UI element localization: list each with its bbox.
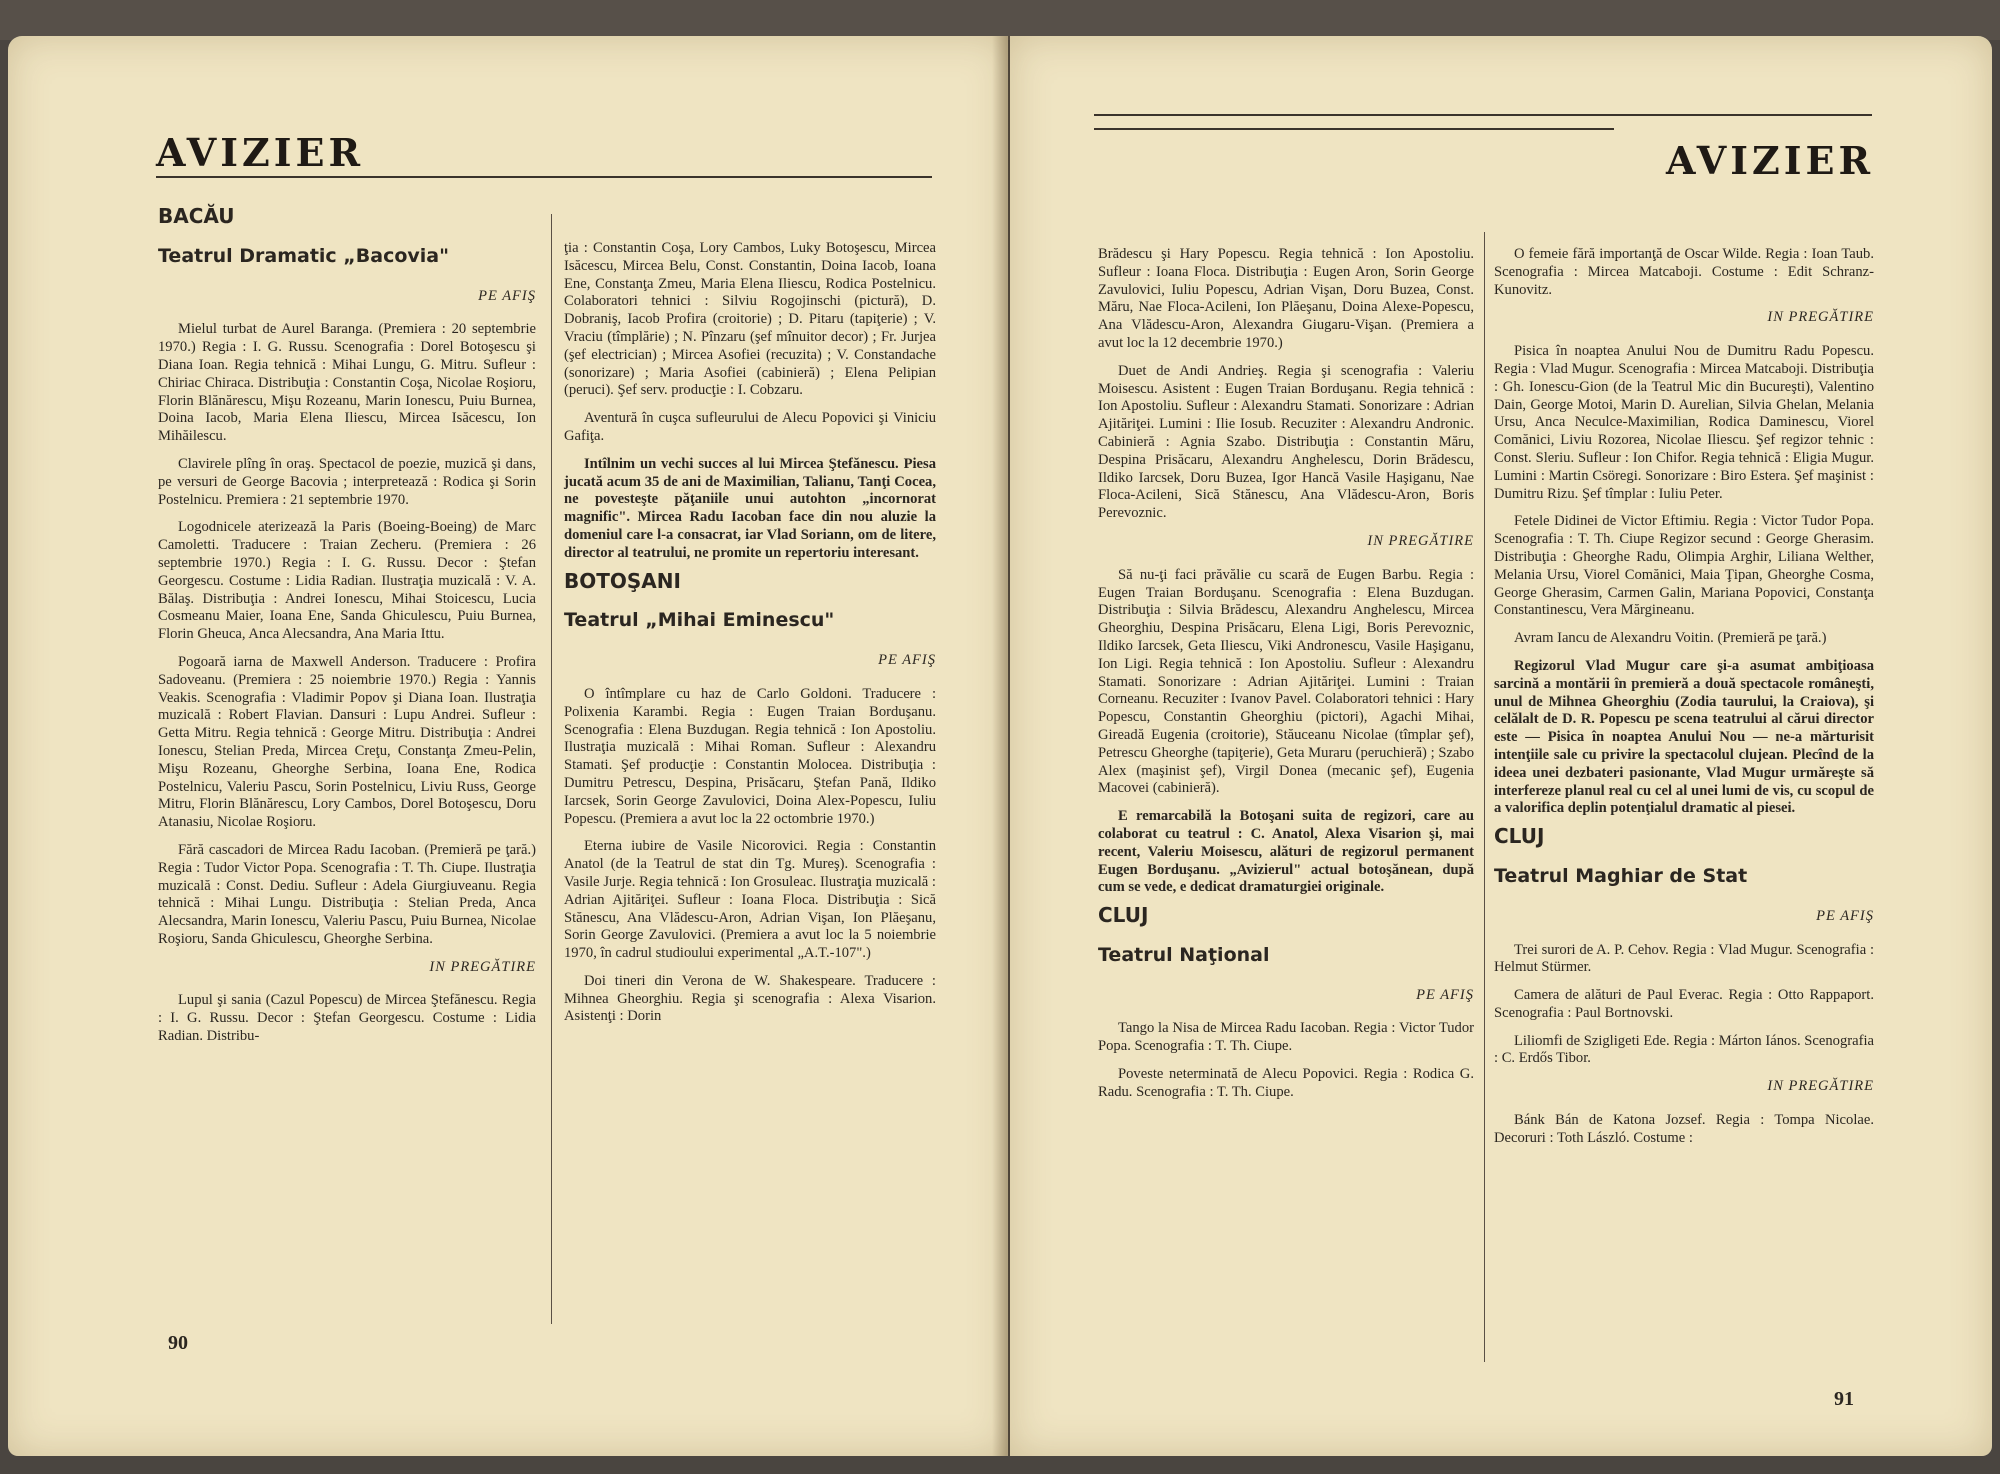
play-entry: Lupul şi sania (Cazul Popescu) de Mircea Ştefănescu. Regia : I. G. Russu. Decor : Ştefan Georgescu. Costume : Lidia Radian. Distribu- [158,992,536,1045]
page-number-left: 90 [168,1332,188,1354]
left-page-header: AVIZIER [156,130,365,175]
on-bill-label: PE AFIŞ [878,652,936,669]
right-header-rule-2 [1094,128,1614,130]
right-page [1010,36,1992,1456]
play-entry: Camera de alături de Paul Everac. Regia : Otto Rappaport. Scenografia : Paul Bortnovski. [1494,987,1874,1021]
editorial-note: Intîlnim un vechi succes al lui Mircea Ştefănescu. Piesa jucată acum 35 de ani de Maximilian, Talianu, Tanţi Cocea, ne povesteşte păţaniile unui autohton „incornorat magnific". Mircea Radu Iacoban face din nou aluzie la domeniul care l-a consacrat, iar Vlad Soriann, om de litere, director al teatrului, ne promite un repertoriu interesant. [564,455,936,561]
play-entry: Pogoară iarna de Maxwell Anderson. Traducere : Profira Sadoveanu. (Premiera : 25 noiembrie 1970.) Regia : Yannis Veakis. Scenografia : Vladimir Popov şi Diana Ioan. Ilustraţia muzicală : Robert Flavian. Dansuri : Lupu Andrei. Sufleur : Getta Mitru. Regia tehnică : George Mitru. Distribuţia : Andrei Ionescu, Stelian Preda, Mircea Creţu, Constanţa Zmeu-Pelin, Mişu Rozeanu, Gheorghe Serbina, Ioana Ene, Rodica Postelnicu, Valeriu Pascu, Sorin Postelnicu, Liviu Russ, George Mitru, Florin Blănărescu, Lory Cambos, Dorel Botoşescu, Doru Atanasiu, Nicolae Roşioru. [158,653,536,831]
play-entry: O întîmplare cu haz de Carlo Goldoni. Traducere : Polixenia Karambi. Regia : Eugen Traian Borduşanu. Scenografia : Elena Buzdugan. Regia tehnică : Ion Apostoliu. Ilustraţia muzicală : Mihai Roman. Sufleur : Alexandru Stamati. Şef producţie : Constantin Molocea. Distribuţia : Dumitru Petrescu, Despina, Prisăcaru, Ştefan Pană, Ildiko Iarcsek, Sorin George Zavulovici, Doina Alex-Popescu, Iuliu Popescu. (Premiera a avut loc la 22 octombrie 1970.) [564,685,936,827]
right-column-1 [1098,246,1474,1112]
on-bill-label: PE AFIŞ [478,287,536,304]
right-header-rule [1094,114,1872,116]
on-bill-label: PE AFIŞ [1816,907,1874,924]
play-entry: Brădescu şi Hary Popescu. Regia tehnică : Ion Apostoliu. Sufleur : Ioana Floca. Distribuţia : Eugen Aron, Sorin George Zavulovici, Iuliu Popescu, Adrian Vişan, Doru Buzea, Const. Măru, Nae Floca-Acileni, Ion Plăeşanu, Doina Alexe-Popescu, Ana Vlădescu-Aron, Alexandra Giugaru-Vişan. (Premiera a avut loc la 12 decembrie 1970.) [1098,246,1474,351]
editorial-note: Regizorul Vlad Mugur care şi-a asumat ambiţioasa sarcină a montării în premieră a două spectacole româneşti, unul de Mihnea Gheorghiu (Zodia taurului, la Craiova), şi celălalt de D. R. Popescu pe scena teatrului al cărui director este — Pisica în noaptea Anului Nou — ne-a mărturisit intenţiile sale cu privire la spectacolul clujean. Plecînd de la ideea unei dezbateri pasionante, Vlad Mugur urmăreşte să interfereze planul real cu cel al unei lumi de vis, cu scopul de a valorifica deplin potenţialul dramatic al piesei. [1494,657,1874,817]
left-column-2 [564,240,936,1036]
in-preparation-label: IN PREGĂTIRE [1767,1078,1874,1095]
play-entry: Aventură în cuşca sufleurului de Alecu Popovici şi Viniciu Gafiţa. [564,410,936,444]
play-entry: Trei surori de A. P. Cehov. Regia : Vlad Mugur. Scenografia : Helmut Stürmer. [1494,941,1874,976]
play-entry: O femeie fără importanţă de Oscar Wilde. Regia : Ioan Taub. Scenografia : Mircea Matcaboji. Costume : Edit Schranz-Kunovitz. [1494,246,1874,298]
in-preparation-label: IN PREGĂTIRE [1367,532,1474,549]
play-entry: Doi tineri din Verona de W. Shakespeare. Traducere : Mihnea Gheorghiu. Regia şi scenografia : Alexa Visarion. Asistenţi : Dorin [564,972,936,1025]
theatre-heading-maghiar: Teatrul Maghiar de Stat [1494,864,1748,887]
column-divider [551,214,552,1324]
top-edge [0,0,2000,40]
theatre-heading-national: Teatrul Naţional [1098,943,1270,966]
in-preparation-label: IN PREGĂTIRE [429,958,536,975]
theatre-heading-eminescu: Teatrul „Mihai Eminescu" [564,609,835,632]
play-entry: ţia : Constantin Coşa, Lory Cambos, Luky Botoşescu, Mircea Isăcescu, Mircea Belu, Const. Constantin, Doina Iacob, Ioana Ene, Constanţa Zmeu, Maria Elena Iliescu, Rodica Postelnicu. Colaboratori tehnici : Silviu Rogojinschi (pictură), D. Dobraniş, Iacob Profira (croitorie) ; D. Pitaru (tapiţerie) ; V. Vraciu (tîmplărie) ; N. Pînzaru (şef mînuitor decor) ; Fr. Jurjea (şef electrician) ; Mircea Asofiei (recuzita) ; V. Constandache (sonorizare) ; Maria Asofiei (cabinieră) ; Elena Pelipian (peruci). Şef serv. producţie : I. Cobzaru. [564,240,936,399]
play-entry: Să nu-ţi faci prăvălie cu scară de Eugen Barbu. Regia : Eugen Traian Borduşanu. Scenografia : Elena Buzdugan. Distribuţia : Silvia Brădescu, Alexandru Anghelescu, Mircea Gheorghiu, Despina Prisăcaru, Elena Ligi, Boris Perevoznic, Ildiko Iarcsek, Geta Iliescu, Viki Andronescu, Vasile Haşiganu, Ion Ligi. Regia tehnică : Ion Apostoliu. Sufleur : Alexandru Stamati. Sonorizare : Adrian Ajităriţei. Lumini : Traian Corneanu. Recuziter : Ivanov Pavel. Colaboratori tehnici : Hary Popescu, Constantin Gheorghiu (pictori), Agachi Mihai, Gireadă Eugenia (croitorie), Stăuceanu Nicolae (tîmplar şef), Petrescu Gheorghe (tapiţerie), Geta Muraru (peruchieră) ; Szabo Alex (maşinist şef), Virgil Donea (mecanic şef), Eugenia Macovei (cabinieră). [1098,566,1474,797]
right-page-header: AVIZIER [1666,138,1875,183]
play-entry: Clavirele plîng în oraş. Spectacol de poezie, muzică şi dans, pe versuri de George Bacovia ; interpretează : Rodica şi Sorin Postelnicu. Premiera : 21 septembrie 1970. [158,455,536,508]
right-column-2 [1494,246,1874,1158]
play-entry: Tango la Nisa de Mircea Radu Iacoban. Regia : Victor Tudor Popa. Scenografia : T. Th. Ciupe. [1098,1020,1474,1055]
editorial-note: E remarcabilă la Botoşani suita de regizori, care au colaborat cu teatrul : C. Anatol, Alexa Visarion şi, mai recent, Valeriu Moisescu, alături de regizorul permanent Eugen Borduşanu. „Avizierul" actual botoşănean, după cum se vede, e dedicat dramaturgiei originale. [1098,808,1474,896]
play-entry: Avram Iancu de Alexandru Voitin. (Premieră pe ţară.) [1514,630,1827,647]
play-entry: Fetele Didinei de Victor Eftimiu. Regia : Victor Tudor Popa. Scenografia : T. Th. Ciupe Regizor secund : George Gherasim. Distribuţia : Gheorghe Radu, Olimpia Arghir, Liliana Welther, Melania Ursu, Viorel Comănici, Maia Ţipan, Gheorghe Cosma, George Gherasim, Carmen Galin, Mariana Popovici, Constanţa Constantinescu, Vera Mărgineanu. [1494,513,1874,619]
city-heading-bacau: BACĂU [158,204,235,228]
page-number-right: 91 [1834,1388,1854,1410]
left-column-1 [158,202,536,1056]
city-heading-cluj: CLUJ [1098,903,1149,928]
on-bill-label: PE AFIŞ [1416,986,1474,1003]
city-heading-botosani: BOTOŞANI [564,568,681,593]
play-entry: Mielul turbat de Aurel Baranga. (Premiera : 20 septembrie 1970.) Regia : I. G. Russu. Scenografia : Dorel Botoşescu şi Diana Ioan. Regia tehnică : Mihai Lungu, G. Mitru. Sufleur : Chiriac Chiraca. Distribuţia : Constantin Coşa, Nicolae Roşioru, Florin Blănărescu, Mişu Rozeanu, Marin Ionescu, Puiu Burnea, Doina Iacob, Maria Elena Iliescu, Mircea Isăcescu, Ion Mihăilescu. [158,321,536,445]
play-entry: Poveste neterminată de Alecu Popovici. Regia : Rodica G. Radu. Scenografia : T. Th. Ciupe. [1098,1066,1474,1100]
play-entry: Eterna iubire de Vasile Nicorovici. Regia : Constantin Anatol (de la Teatrul de stat din Tg. Mureş). Scenografia : Vasile Jurje. Regia tehnică : Ion Grosuleac. Ilustraţia muzicală : Adrian Ajităriţei. Sufleur : Ioana Floca. Distribuţia : Sică Stănescu, Ana Vlădescu-Aron, Adrian Vişan, Ion Plăeşanu, Sorin George Zavulovici. (Premiera a avut loc la 5 noiembrie 1970, în cadrul studioului experimental „A.T.-107".) [564,838,936,962]
left-header-rule [156,176,932,178]
city-heading-cluj: CLUJ [1494,824,1545,849]
play-entry: Logodnicele aterizează la Paris (Boeing-Boeing) de Marc Camoletti. Traducere : Traian Zecheru. (Premiera : 26 septembrie 1970.) Regia : I. G. Russu. Decor : Ştefan Georgescu. Costume : Lidia Radian. Ilustraţia muzicală : V. A. Bălaş. Distribuţia : Andrei Ionescu, Mihai Stoicescu, Lucia Cosmeanu Maier, Ioana Ene, Sanda Ghiculescu, Puiu Burnea, Florin Gheuca, Anca Alecsandra, Ana Maria Ittu. [158,519,536,643]
play-entry: Fără cascadori de Mircea Radu Iacoban. (Premieră pe ţară.) Regia : Tudor Victor Popa. Scenografia : T. Th. Ciupe. Ilustraţia muzicală : Const. Dediu. Sufleur : Adela Giurgiuveanu. Regia tehnică : Mihai Lungu. Distribuţia : Stelian Preda, Anca Alecsandra, Marin Ionescu, Valeriu Pascu, Puiu Burnea, Nicolae Roşioru, Sanda Ghiculescu, Gheorghe Serbina. [158,841,536,947]
in-preparation-label: IN PREGĂTIRE [1767,309,1874,326]
left-page [8,36,1008,1456]
play-entry: Pisica în noaptea Anului Nou de Dumitru Radu Popescu. Regia : Vlad Mugur. Scenografia : Mircea Matcaboji. Distribuţia : Gh. Ionescu-Gion (de la Teatrul Mic din Bucureşti), Valentino Dain, George Motoi, Marin D. Aurelian, Silvia Ghelan, Melania Ursu, Anca Neculce-Maximilian, Rodica Daminescu, Viorel Comănici, Liviu Rozorea, Nicolae Iliescu. Şef regizor tehnic : Const. Sleriu. Sufleur : Ion Chifor. Regia tehnică : Eligia Mugur. Lumini : Martin Csöregi. Sonorizare : Biro Estera. Şef maşinist : Dumitru Rizu. Şef tîmplar : Iuliu Peter. [1494,343,1874,502]
play-entry: Liliomfi de Szigligeti Ede. Regia : Márton Iános. Scenografia : C. Erdős Tibor. [1494,1032,1874,1067]
play-entry: Duet de Andi Andrieş. Regia şi scenografia : Valeriu Moisescu. Asistent : Eugen Traian Borduşanu. Regia tehnică : Ion Apostoliu. Sufleur : Alexandru Stamati. Sonorizare : Adrian Ajităriţei. Lumini : Ilie Iosub. Recuziter : Alexandru Andronic. Cabinieră : Agnia Szabo. Distribuţia : Constantin Măru, Despina Prisăcaru, Alexandru Anghelescu, Dorin Brădescu, Ildiko Iarcsek, Doru Buzea, Igor Hancă Vasile Haşiganu, Nae Floca-Acileni, Sică Stănescu, Ana Vlădescu-Aron, Boris Perevoznic. [1098,362,1474,522]
theatre-heading-bacovia: Teatrul Dramatic „Bacovia" [158,244,450,267]
column-divider [1484,232,1485,1362]
play-entry: Bánk Bán de Katona Jozsef. Regia : Tompa Nicolae. Decoruri : Toth László. Costume : [1494,1112,1874,1146]
